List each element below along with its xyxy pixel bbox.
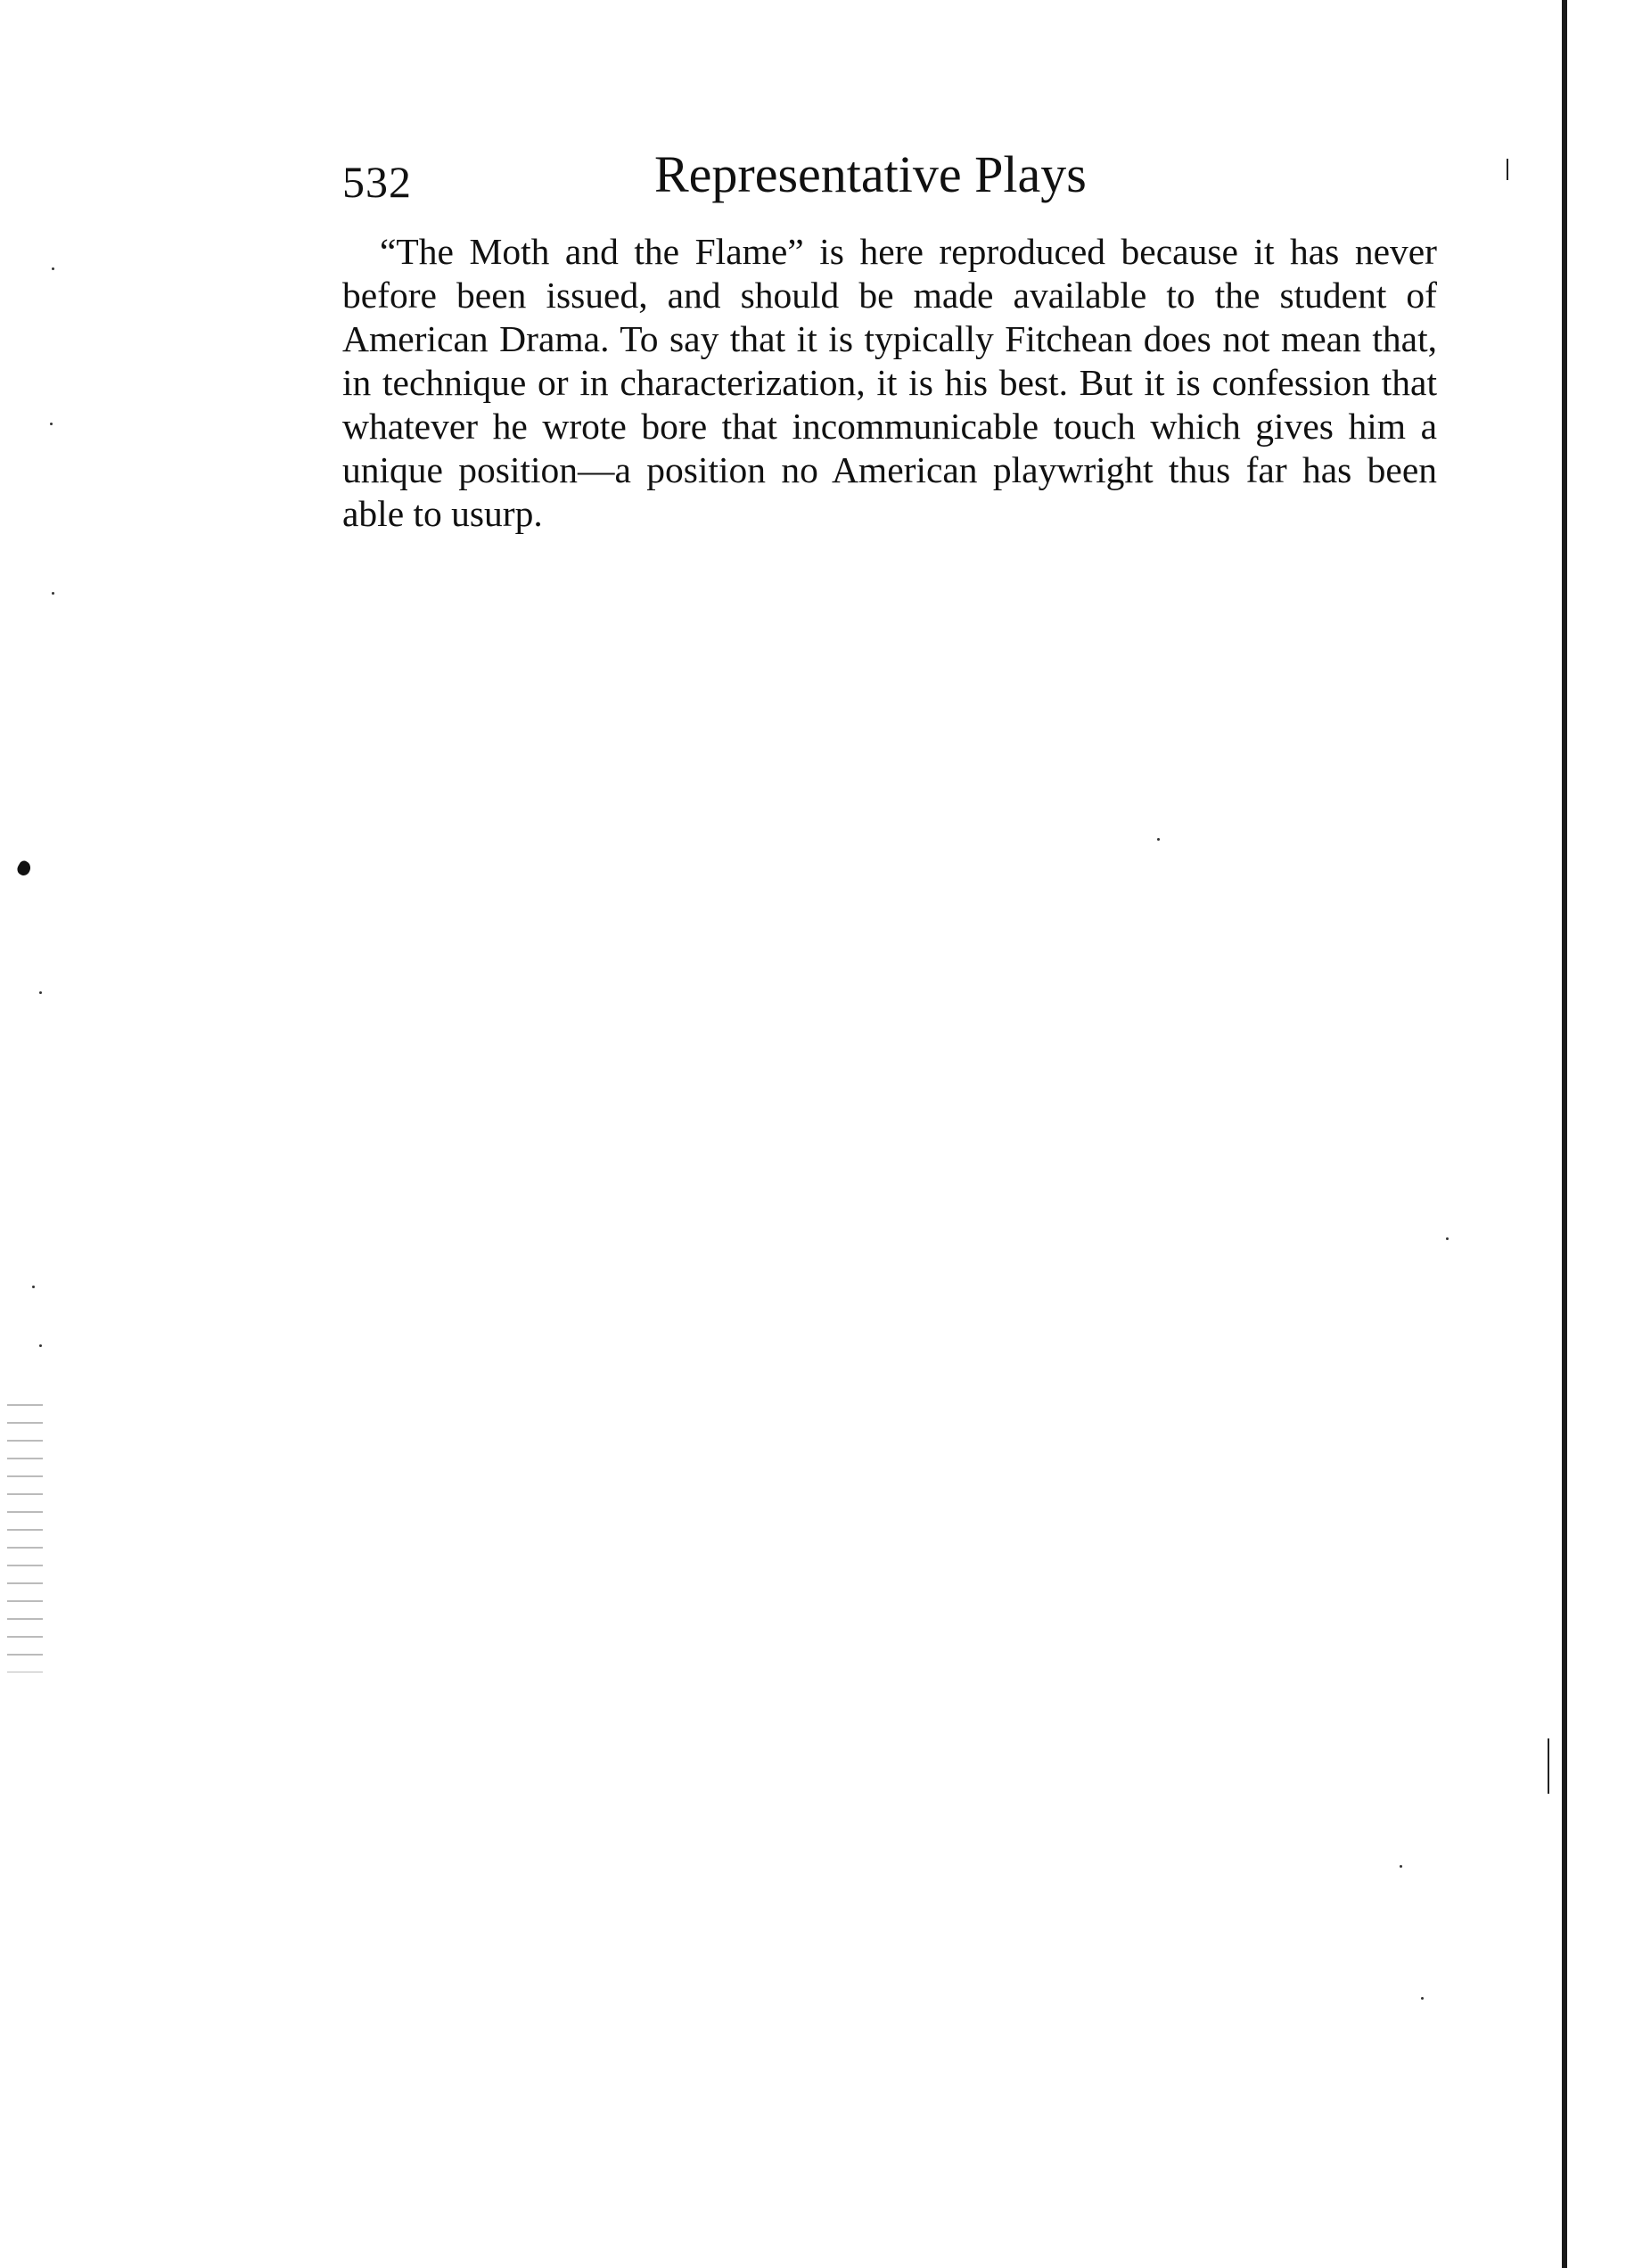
scan-speck [1400, 1865, 1402, 1868]
running-title: Representative Plays [654, 145, 1087, 203]
scan-speck [50, 423, 53, 425]
scan-speck [1446, 1237, 1449, 1240]
scan-speck [1421, 1997, 1424, 2000]
ink-blot [15, 859, 33, 878]
scan-speck [32, 1286, 35, 1288]
page-edge-shadow [1562, 0, 1567, 2268]
running-head [342, 143, 1437, 214]
scan-mark [1548, 1738, 1549, 1794]
scan-speck [39, 991, 42, 994]
margin-bleed-through [7, 1396, 43, 1672]
body-paragraph: “The Moth and the Flame” is here reproduced because it has never before been issued, and should be made available to the student of American Drama. To say that it is typically Fitchean does not mean that, in technique or in characterization, it is his best. But it is confession that whatever he wrote bore that incommunicable touch which gives him a unique position—a position no American playwright thus far has been able to usurp. [342, 231, 1437, 534]
scan-speck [52, 592, 54, 595]
page-number: 532 [342, 157, 412, 207]
scan-speck [1157, 838, 1160, 841]
scan-mark [1507, 159, 1508, 180]
scan-speck [39, 1344, 42, 1347]
scan-speck [52, 267, 54, 270]
